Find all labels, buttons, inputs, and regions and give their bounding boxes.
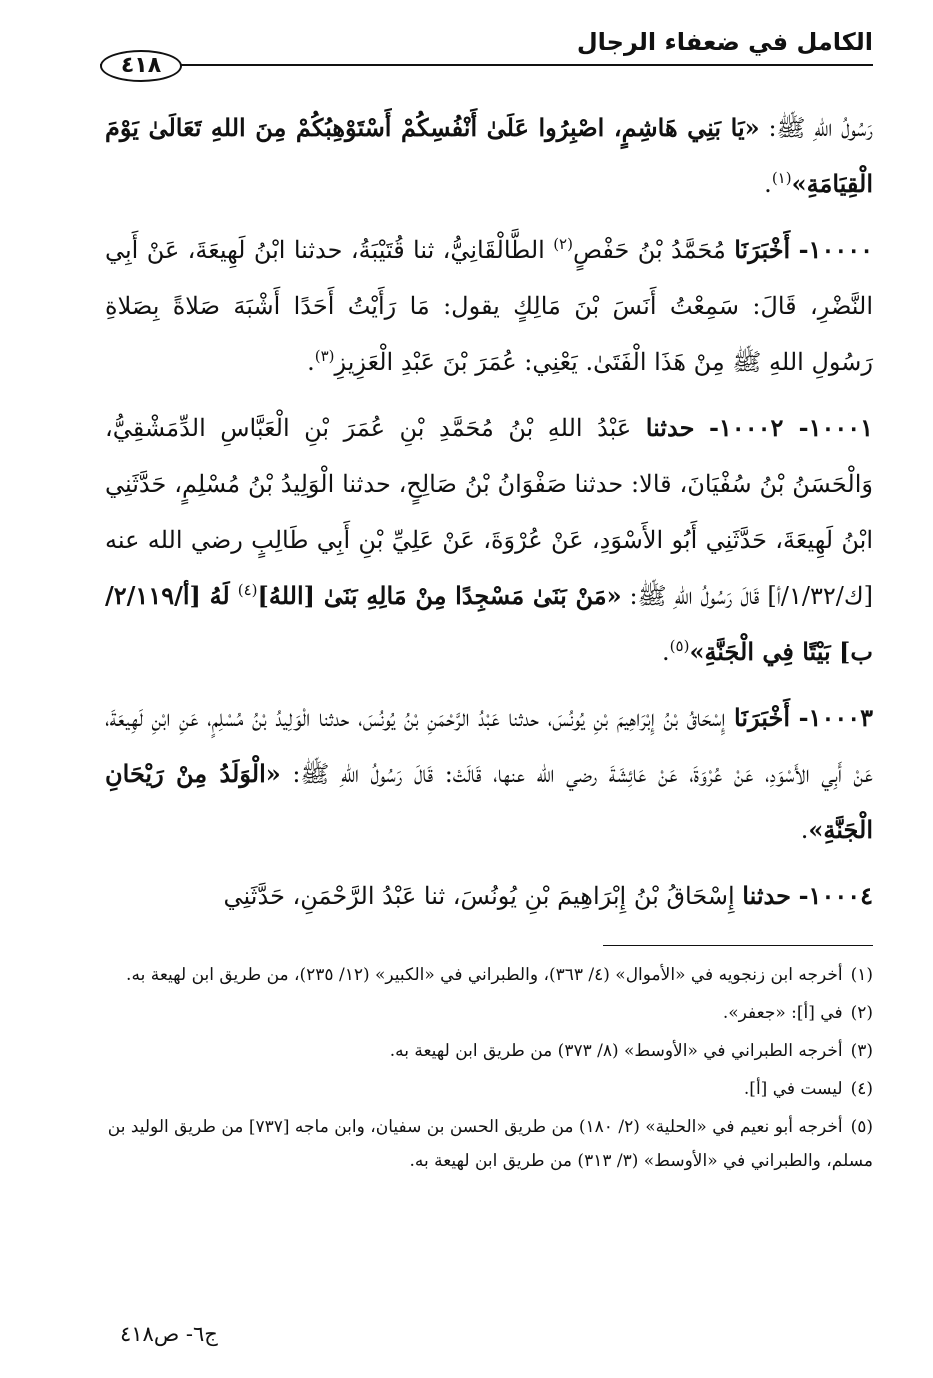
footnote-ref[interactable]: (٢) [553, 235, 573, 253]
footnote [105, 958, 873, 992]
footnote [105, 1072, 873, 1106]
paragraph-continuation [105, 100, 873, 212]
footnote [105, 996, 873, 1030]
narration-text: الطَّالْقَانِيُّ، ثنا قُتَيْبَةُ، حدثنا ابْنُ لَهِيعَةَ، عَنْ أَبِي النَّضْرِ، قَالَ: سَمِعْتُ أَنَسَ بْنَ مَالِكٍ يقول: مَا رَأَيْتُ أَحَدًا أَشْبَهَ صَلاةً بِصَلاةِ رَسُولِ اللهِ ﷺ مِنْ هَذَا الْفَتَىٰ. يَعْنِي: عُمَرَ بْنَ عَبْدِ الْعَزِيزِ [105, 236, 873, 376]
header-rule [100, 64, 873, 66]
footnote-number: (١) [850, 965, 873, 985]
narration-text: رَسُولُ اللهِ ﷺ: [759, 114, 873, 142]
punctuation: . [800, 816, 809, 844]
transmission-keyword: أَخْبَرَنَا [734, 235, 791, 264]
punctuation: . [764, 170, 772, 198]
footnote-separator [603, 945, 873, 946]
hadith-entry-10000 [105, 222, 873, 390]
footnote-text: أخرجه ابن زنجويه في «الأموال» (٤/ ٣٦٣)، والطبراني في «الكبير» (١٢/ ٢٣٥)، من طريق ابن لهيعة به. [126, 965, 843, 985]
hadith-entry-10004 [105, 868, 873, 924]
footnotes [105, 958, 873, 1182]
footnote-number: (٥) [850, 1117, 873, 1137]
footnote-number: (٢) [850, 1003, 873, 1023]
narration-text: إِسْحَاقُ بْنُ إِبْرَاهِيمَ بْنِ يُونُسَ، ثنا عَبْدُ الرَّحْمَنِ، حَدَّثَنِي [223, 882, 735, 910]
footnote [105, 1034, 873, 1068]
hadith-text: لَهُ [أ/٢/١١٩/ب] بَيْتًا فِي الْجَنَّةِ» [105, 581, 873, 666]
transmission-keyword: حدثنا [645, 413, 695, 442]
hadith-number: ١٠٠٠٠- [798, 235, 873, 264]
footnote-text: أخرجه الطبراني في «الأوسط» (٨/ ٣٧٣) من طريق ابن لهيعة به. [389, 1041, 843, 1061]
page-footer-label: ج٦- ص٤١٨ [120, 1322, 218, 1346]
transmission-keyword: حدثنا [742, 881, 791, 910]
page-number-badge: ٤١٨ [100, 50, 182, 82]
footnote-text: أخرجه أبو نعيم في «الحلية» (٢/ ١٨٠) من طريق الحسن بن سفيان، وابن ماجه [٧٣٧] من طريق الوليد بن مسلم، والطبراني في «الأوسط» (٣/ ٣١٣) من طريق ابن لهيعة به. [107, 1117, 873, 1171]
footnote-text: ليست في [أ]. [743, 1079, 843, 1099]
footnote [105, 1110, 873, 1178]
hadith-text: «الْوَلَدُ مِنْ رَيْحَانِ الْجَنَّةِ» [105, 759, 873, 844]
hadith-entry-10001 [105, 400, 873, 680]
running-header [100, 28, 873, 76]
narration-text: إِسْحَاقُ بْنُ إِبْرَاهِيمَ بْنِ يُونُسَ، حدثنا عَبْدُ الرَّحْمَنِ بْنُ يُونُسَ، حدثنا الْوَلِيدُ بْنُ مُسْلِمٍ، عَنِ ابْنِ لَهِيعَةَ، عَنْ أَبِي الأَسْوَدِ، عَنْ عُرْوَةَ، عَنْ عَائِشَةَ رضي الله عنها، قَالَتْ: قَالَ رَسُولُ اللهِ ﷺ: [105, 704, 874, 788]
footnote-ref[interactable]: (٣) [314, 347, 335, 365]
footnote-number: (٤) [850, 1079, 873, 1099]
book-title: الكامل في ضعفاء الرجال [576, 28, 873, 56]
hadith-number: ١٠٠٠١- ١٠٠٠٢- [708, 413, 874, 442]
hadith-text: «مَنْ بَنَىٰ مَسْجِدًا مِنْ مَالِهِ بَنَىٰ [اللهُ] [257, 581, 622, 610]
hadith-entry-10003 [105, 690, 873, 858]
footnote-ref[interactable]: (١) [771, 169, 792, 187]
narration-text: عَبْدُ اللهِ بْنُ مُحَمَّدِ بْنِ عُمَرَ بْنِ الْعَبَّاسِ الدِّمَشْقِيُّ، وَالْحَسَنُ بْنُ سُفْيَانَ، قالا: حدثنا صَفْوَانُ بْنُ صَالِحٍ، حدثنا الْوَلِيدُ بْنُ مُسْلِمٍ، حَدَّثَنِي ابْنُ لَهِيعَةَ، حَدَّثَنِي أَبُو الأَسْوَدِ، عَنْ عُرْوَةَ، عَنْ عَلِيِّ بْنِ أَبِي طَالِبٍ رضي الله عنه [ك/١/٣٢/أ] قَالَ رَسُولُ اللهِ ﷺ: [105, 414, 873, 610]
transmission-keyword: أَخْبَرَنَا [734, 703, 790, 732]
footnote-text: في [أ]: «جعفر». [722, 1003, 843, 1023]
narration-text: مُحَمَّدُ بْنُ حَفْصٍ [572, 236, 726, 264]
footnote-ref[interactable]: (٥) [669, 637, 690, 655]
punctuation: . [662, 638, 670, 666]
punctuation: . [307, 348, 315, 376]
footnote-number: (٣) [850, 1041, 873, 1061]
hadith-number: ١٠٠٠٤- [798, 881, 873, 910]
hadith-number: ١٠٠٠٣- [798, 703, 873, 732]
hadith-text: «يَا بَنِي هَاشِمٍ، اصْبِرُوا عَلَىٰ أَنْفُسِكُمْ أَسْتَوْهِبُكُمْ مِنَ اللهِ تَعَالَىٰ يَوْمَ الْقِيَامَةِ» [105, 113, 873, 198]
main-text [105, 100, 873, 934]
footnote-ref[interactable]: (٤) [237, 581, 258, 599]
